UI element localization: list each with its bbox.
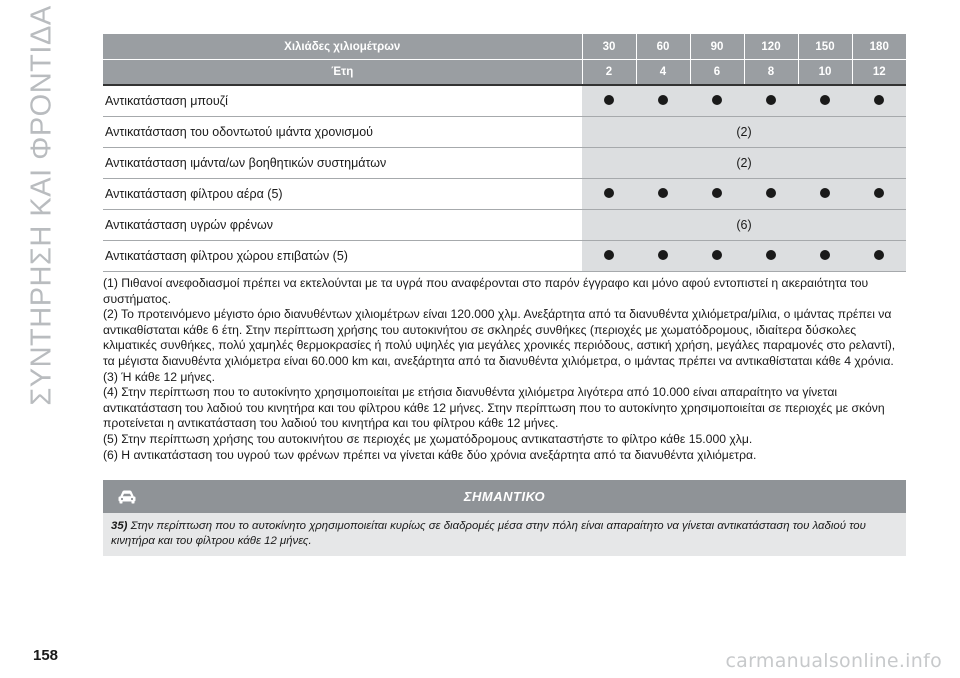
row-label: Αντικατάσταση φίλτρου χώρου επιβατών (5) [103,241,582,272]
important-title: ΣΗΜΑΝΤΙΚΟ [463,489,546,504]
bullet-icon [712,250,722,260]
bullet-icon [604,95,614,105]
header-row-km [103,34,906,60]
header-years-cell: 4 [636,60,690,86]
schedule-cell [852,241,906,272]
header-km-cell: 90 [690,34,744,60]
bullet-icon [658,188,668,198]
header-years-label: Έτη [103,60,582,86]
footnote-3: (3) Ή κάθε 12 μήνες. [103,369,215,384]
bullet-icon [712,95,722,105]
header-years-cell: 12 [852,60,906,86]
header-km-cell: 30 [582,34,636,60]
page-content [103,34,906,463]
header-years-cell: 8 [744,60,798,86]
row-label: Αντικατάσταση φίλτρου αέρα (5) [103,179,582,210]
row-label: Αντικατάσταση μπουζί [103,85,582,117]
schedule-cell [852,85,906,117]
schedule-note-cell: (6) [582,210,906,241]
schedule-note-cell: (2) [582,117,906,148]
schedule-cell [798,241,852,272]
schedule-cell [636,179,690,210]
bullet-icon [820,95,830,105]
section-side-title-text: ΣΥΝΤΗΡΗΣΗ ΚΑΙ ΦΡΟΝΤΙΔΑ [25,4,58,406]
table-row [103,210,906,241]
table-row [103,179,906,210]
important-body [103,513,906,556]
bullet-icon [874,188,884,198]
section-side-title [22,4,62,406]
bullet-icon [820,250,830,260]
footnote-1: (1) Πιθανοί ανεφοδιασμοί πρέπει να εκτελούνται με τα υγρά που αναφέρονται στο παρόν έγγραφο και μόνο αφού εντοπιστεί η ακεραιότητα του συστήματος. [103,276,869,306]
schedule-cell [690,85,744,117]
schedule-cell [690,241,744,272]
bullet-icon [766,188,776,198]
header-km-label: Χιλιάδες χιλιομέτρων [103,34,582,60]
schedule-cell [636,85,690,117]
bullet-icon [658,250,668,260]
schedule-cell [690,179,744,210]
header-km-cell: 180 [852,34,906,60]
table-row [103,148,906,179]
bullet-icon [820,188,830,198]
maintenance-schedule-table [103,34,906,272]
bullet-icon [874,250,884,260]
footnote-4: (4) Στην περίπτωση που το αυτοκίνητο χρησιμοποιείται με ετήσια διανυθέντα χιλιόμετρα λιγότερα από 10.000 είναι απαραίτητο να γίνεται αντικατάσταση του λαδιού του κινητήρα και του φίλτρου κάθε 12 μήνες. Στην περίπτωση που το αυτοκίνητο χρησιμοποιείται σε περιοχές με σκόνη προτείνεται η αντικατάσταση του λαδιού του κινητήρα και του φίλτρου κάθε 12 μήνες. [103,385,885,431]
footnote-2: (2) Το προτεινόμενο μέγιστο όριο διανυθέντων χιλιομέτρων είναι 120.000 χλμ. Ανεξάρτητα από τα διανυθέντα χιλιόμετρα/μίλια, ο ιμάντας πρέπει να αντικαθίσταται κάθε 6 έτη. Στην περίπτωση χρήσης του αυτοκινήτου σε σκληρές συνθήκες (περιοχές με χωματόδρομους, ιδιαίτερα δύσκολες κλιματικές συνθήκες, πολύ χαμηλές θερμοκρασίες ή πολύ υψηλές για μεγάλες χρονικές περιόδους, αστική χρήση, μεγάλες παραμονές στο ρελαντί), τα μέγιστα διανυθέντα χιλιόμετρα είναι 60.000 km και, ανεξάρτητα από τα διανυθέντα χιλιόμετρα, ο ιμάντας πρέπει να αντικαθίσταται κάθε 4 χρόνια. [103,307,896,368]
header-km-cell: 150 [798,34,852,60]
row-label: Αντικατάσταση ιμάντα/ων βοηθητικών συστημάτων [103,148,582,179]
footnote-5: (5) Στην περίπτωση χρήσης του αυτοκινήτου σε περιοχές με χωματόδρομους αντικαταστήστε το φίλτρο κάθε 15.000 χλμ. [103,431,753,446]
header-row-years [103,60,906,86]
bullet-icon [874,95,884,105]
schedule-cell [744,241,798,272]
schedule-cell [798,179,852,210]
row-label: Αντικατάσταση υγρών φρένων [103,210,582,241]
schedule-cell [852,179,906,210]
header-km-cell: 120 [744,34,798,60]
header-years-cell: 6 [690,60,744,86]
row-label: Αντικατάσταση του οδοντωτού ιμάντα χρονισμού [103,117,582,148]
bullet-icon [766,95,776,105]
bullet-icon [712,188,722,198]
page-number: 158 [33,647,59,664]
watermark: carmanualsonline.info [725,650,942,672]
car-warning-icon [115,485,139,507]
schedule-cell [582,85,636,117]
bullet-icon [604,188,614,198]
important-notice [103,480,906,556]
important-header [103,480,906,513]
header-km-cell: 60 [636,34,690,60]
bullet-icon [766,250,776,260]
schedule-cell [744,85,798,117]
schedule-cell [798,85,852,117]
bullet-icon [604,250,614,260]
schedule-note-cell: (2) [582,148,906,179]
schedule-cell [582,179,636,210]
header-years-cell: 2 [582,60,636,86]
table-row [103,241,906,272]
header-years-cell: 10 [798,60,852,86]
important-text: Στην περίπτωση που το αυτοκίνητο χρησιμοποιείται κυρίως σε διαδρομές μέσα στην πόλη είναι απαραίτητο να γίνεται αντικατάσταση του λαδιού του κινητήρα και του φίλτρου κάθε 12 μήνες. [111,520,866,547]
table-row [103,117,906,148]
bullet-icon [658,95,668,105]
table-row [103,85,906,117]
schedule-cell [582,241,636,272]
schedule-cell [636,241,690,272]
footnote-6: (6) Η αντικατάσταση του υγρού των φρένων πρέπει να γίνεται κάθε δύο χρόνια ανεξάρτητα από τα διανυθέντα χιλιόμετρα. [103,447,757,462]
schedule-cell [744,179,798,210]
footnotes [103,276,906,463]
important-ref: 35) [111,520,128,532]
